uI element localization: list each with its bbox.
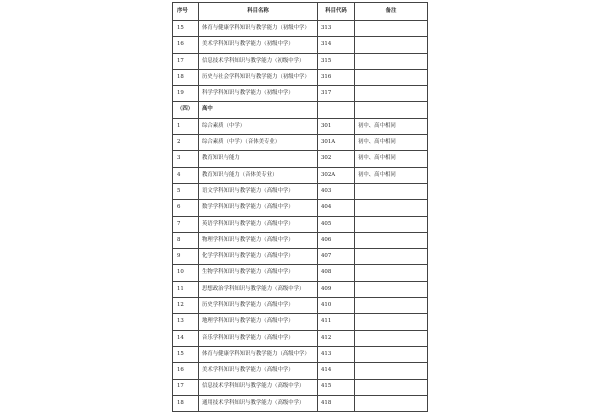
row-subject-name-cell: 综合素质（中学） <box>199 118 318 134</box>
row-subject-name-cell: 物理学科知识与教学能力（高级中学） <box>199 232 318 248</box>
table-row <box>173 216 428 232</box>
row-subject-code-cell: 317 <box>318 86 355 102</box>
row-seq-cell: 17 <box>173 379 199 395</box>
row-subject-name-cell: 美术学科知识与教学能力（初级中学） <box>199 37 318 53</box>
row-note-cell <box>355 102 428 118</box>
row-subject-name-cell: 科学学科知识与教学能力（初级中学） <box>199 86 318 102</box>
row-subject-code-cell: 316 <box>318 69 355 85</box>
row-subject-code-cell: 314 <box>318 37 355 53</box>
header-seq: 序号 <box>173 3 199 21</box>
table-body <box>173 21 428 412</box>
table-row <box>173 53 428 69</box>
row-note-cell: 初中、高中相同 <box>355 118 428 134</box>
row-subject-name-cell: 数学学科知识与教学能力（高级中学） <box>199 200 318 216</box>
row-note-cell <box>355 395 428 411</box>
table-row <box>173 183 428 199</box>
row-seq-cell: 10 <box>173 265 199 281</box>
row-seq-cell: 6 <box>173 200 199 216</box>
row-subject-code-cell: 407 <box>318 249 355 265</box>
row-seq-cell: 7 <box>173 216 199 232</box>
row-note-cell <box>355 232 428 248</box>
row-seq-cell: 19 <box>173 86 199 102</box>
header-note: 备注 <box>355 3 428 21</box>
row-subject-code-cell: 410 <box>318 298 355 314</box>
row-seq-cell: 13 <box>173 314 199 330</box>
table-header <box>173 3 428 21</box>
row-seq-cell: 16 <box>173 37 199 53</box>
row-subject-code-cell: 408 <box>318 265 355 281</box>
row-subject-name-cell: 英语学科知识与教学能力（高级中学） <box>199 216 318 232</box>
row-seq-cell: 14 <box>173 330 199 346</box>
table-row <box>173 330 428 346</box>
row-subject-code-cell: 406 <box>318 232 355 248</box>
row-subject-code-cell: 405 <box>318 216 355 232</box>
table-row <box>173 314 428 330</box>
row-subject-code-cell <box>318 102 355 118</box>
row-note-cell <box>355 37 428 53</box>
row-seq-cell: 4 <box>173 167 199 183</box>
row-subject-code-cell: 315 <box>318 53 355 69</box>
row-note-cell <box>355 69 428 85</box>
row-subject-code-cell: 409 <box>318 281 355 297</box>
table-row <box>173 86 428 102</box>
row-subject-name-cell: 体育与健康学科知识与教学能力（高级中学） <box>199 346 318 362</box>
table-row <box>173 298 428 314</box>
row-subject-name-cell: 信息技术学科知识与教学能力（初级中学） <box>199 53 318 69</box>
table-row <box>173 118 428 134</box>
table-row <box>173 21 428 37</box>
row-subject-code-cell: 418 <box>318 395 355 411</box>
row-subject-code-cell: 301A <box>318 135 355 151</box>
table-row <box>173 249 428 265</box>
table-row <box>173 379 428 395</box>
row-seq-cell: （四） <box>173 102 199 118</box>
row-subject-name-cell: 生物学科知识与教学能力（高级中学） <box>199 265 318 281</box>
row-subject-name-cell: 高中 <box>199 102 318 118</box>
row-note-cell: 初中、高中相同 <box>355 151 428 167</box>
row-subject-code-cell: 313 <box>318 21 355 37</box>
row-subject-code-cell: 302 <box>318 151 355 167</box>
table-row <box>173 265 428 281</box>
row-seq-cell: 3 <box>173 151 199 167</box>
row-subject-code-cell: 404 <box>318 200 355 216</box>
row-note-cell <box>355 86 428 102</box>
row-subject-code-cell: 403 <box>318 183 355 199</box>
table-row <box>173 395 428 411</box>
row-note-cell <box>355 379 428 395</box>
header-row <box>173 3 428 21</box>
row-seq-cell: 15 <box>173 346 199 362</box>
row-note-cell: 初中、高中相同 <box>355 167 428 183</box>
row-seq-cell: 9 <box>173 249 199 265</box>
row-subject-name-cell: 通用技术学科知识与教学能力（高级中学） <box>199 395 318 411</box>
row-note-cell <box>355 314 428 330</box>
row-subject-name-cell: 美术学科知识与教学能力（高级中学） <box>199 363 318 379</box>
table-row <box>173 135 428 151</box>
row-subject-name-cell: 思想政治学科知识与教学能力（高级中学） <box>199 281 318 297</box>
table-row <box>173 363 428 379</box>
row-subject-name-cell: 综合素质（中学）（音体美专业） <box>199 135 318 151</box>
table-row <box>173 200 428 216</box>
row-seq-cell: 1 <box>173 118 199 134</box>
table-row <box>173 346 428 362</box>
row-seq-cell: 2 <box>173 135 199 151</box>
row-seq-cell: 17 <box>173 53 199 69</box>
row-subject-name-cell: 语文学科知识与教学能力（高级中学） <box>199 183 318 199</box>
row-note-cell <box>355 363 428 379</box>
row-note-cell <box>355 281 428 297</box>
header-subject-code: 科目代码 <box>318 3 355 21</box>
row-subject-code-cell: 414 <box>318 363 355 379</box>
row-seq-cell: 8 <box>173 232 199 248</box>
table-row <box>173 37 428 53</box>
row-subject-name-cell: 历史与社会学科知识与教学能力（初级中学） <box>199 69 318 85</box>
row-subject-name-cell: 化学学科知识与教学能力（高级中学） <box>199 249 318 265</box>
table-row <box>173 69 428 85</box>
row-note-cell <box>355 200 428 216</box>
row-subject-name-cell: 教育知识与能力（音体美专业） <box>199 167 318 183</box>
row-seq-cell: 5 <box>173 183 199 199</box>
table-row <box>173 167 428 183</box>
row-subject-name-cell: 教育知识与能力 <box>199 151 318 167</box>
row-subject-code-cell: 302A <box>318 167 355 183</box>
subject-code-table <box>172 2 428 412</box>
row-note-cell <box>355 346 428 362</box>
row-note-cell <box>355 265 428 281</box>
row-subject-code-cell: 415 <box>318 379 355 395</box>
row-subject-code-cell: 411 <box>318 314 355 330</box>
row-subject-name-cell: 音乐学科知识与教学能力（高级中学） <box>199 330 318 346</box>
row-note-cell <box>355 21 428 37</box>
row-subject-code-cell: 301 <box>318 118 355 134</box>
header-subject-name: 科目名称 <box>199 3 318 21</box>
row-note-cell <box>355 183 428 199</box>
row-seq-cell: 12 <box>173 298 199 314</box>
row-note-cell <box>355 298 428 314</box>
table-row <box>173 151 428 167</box>
row-subject-name-cell: 地理学科知识与教学能力（高级中学） <box>199 314 318 330</box>
table-row <box>173 232 428 248</box>
row-subject-name-cell: 历史学科知识与教学能力（高级中学） <box>199 298 318 314</box>
row-seq-cell: 15 <box>173 21 199 37</box>
row-subject-code-cell: 412 <box>318 330 355 346</box>
row-seq-cell: 11 <box>173 281 199 297</box>
row-subject-code-cell: 413 <box>318 346 355 362</box>
row-note-cell <box>355 330 428 346</box>
row-note-cell <box>355 53 428 69</box>
row-seq-cell: 16 <box>173 363 199 379</box>
row-subject-name-cell: 体育与健康学科知识与教学能力（初级中学） <box>199 21 318 37</box>
section-header-row <box>173 102 428 118</box>
row-note-cell <box>355 216 428 232</box>
table-row <box>173 281 428 297</box>
row-seq-cell: 18 <box>173 69 199 85</box>
row-note-cell: 初中、高中相同 <box>355 135 428 151</box>
row-seq-cell: 18 <box>173 395 199 411</box>
row-note-cell <box>355 249 428 265</box>
row-subject-name-cell: 信息技术学科知识与教学能力（高级中学） <box>199 379 318 395</box>
